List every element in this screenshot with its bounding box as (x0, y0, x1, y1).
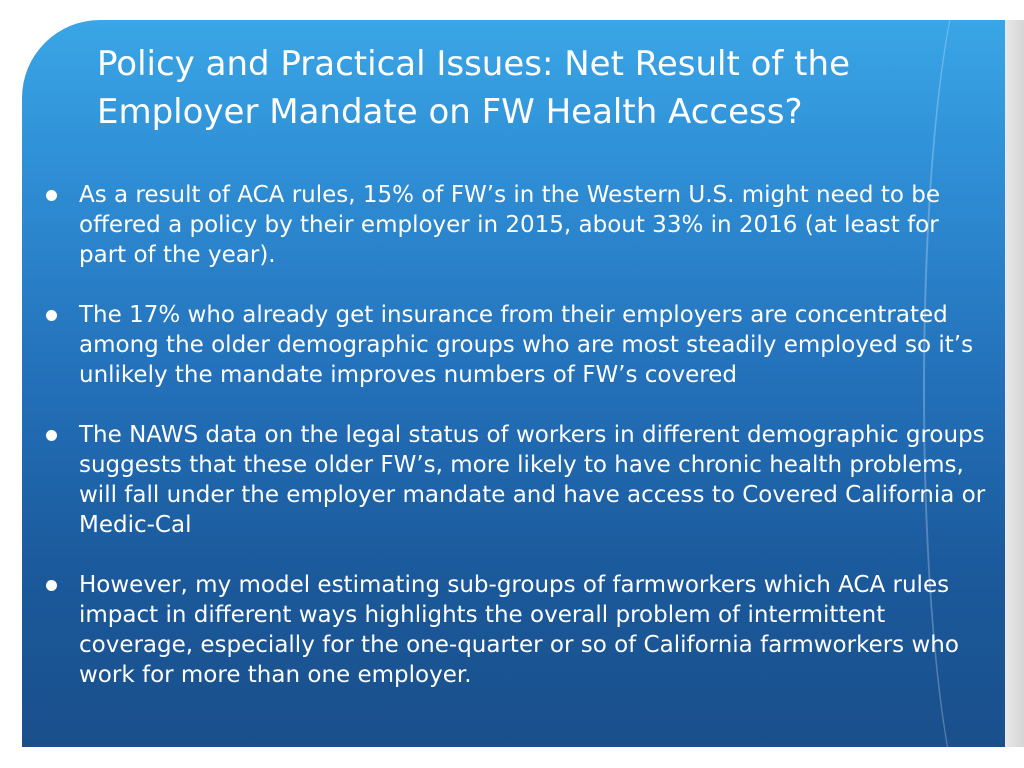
bullet-text: The 17% who already get insurance from their employers are concentrated among the older demographic groups who are most steadily employed so it’s unlikely the mandate improves numbers of FW’s covered (79, 302, 974, 388)
bullet-item (42, 570, 990, 690)
bullet-dot-icon (46, 310, 57, 321)
bullet-text: The NAWS data on the legal status of workers in different demographic groups suggests that these older FW’s, more likely to have chronic health problems, will fall under the employer mandate and have access to Covered California or Medic-Cal (79, 422, 986, 538)
bullet-dot-icon (46, 430, 57, 441)
bullet-list (42, 180, 990, 720)
bullet-dot-icon (46, 580, 57, 591)
slide-title: Policy and Practical Issues: Net Result of the Employer Mandate on FW Health Access? (97, 44, 850, 132)
bullet-text: However, my model estimating sub-groups of farmworkers which ACA rules impact in different ways highlights the overall problem of intermittent coverage, especially for the one-quarter or so of California farmworkers who work for more than one employer. (79, 572, 959, 688)
bullet-item (42, 420, 990, 540)
bullet-item (42, 300, 990, 390)
bullet-dot-icon (46, 190, 57, 201)
bullet-item (42, 180, 990, 270)
bullet-text: As a result of ACA rules, 15% of FW’s in the Western U.S. might need to be offered a policy by their employer in 2015, about 33% in 2016 (at least for part of the year). (79, 182, 940, 268)
slide-side-border (1005, 20, 1024, 747)
